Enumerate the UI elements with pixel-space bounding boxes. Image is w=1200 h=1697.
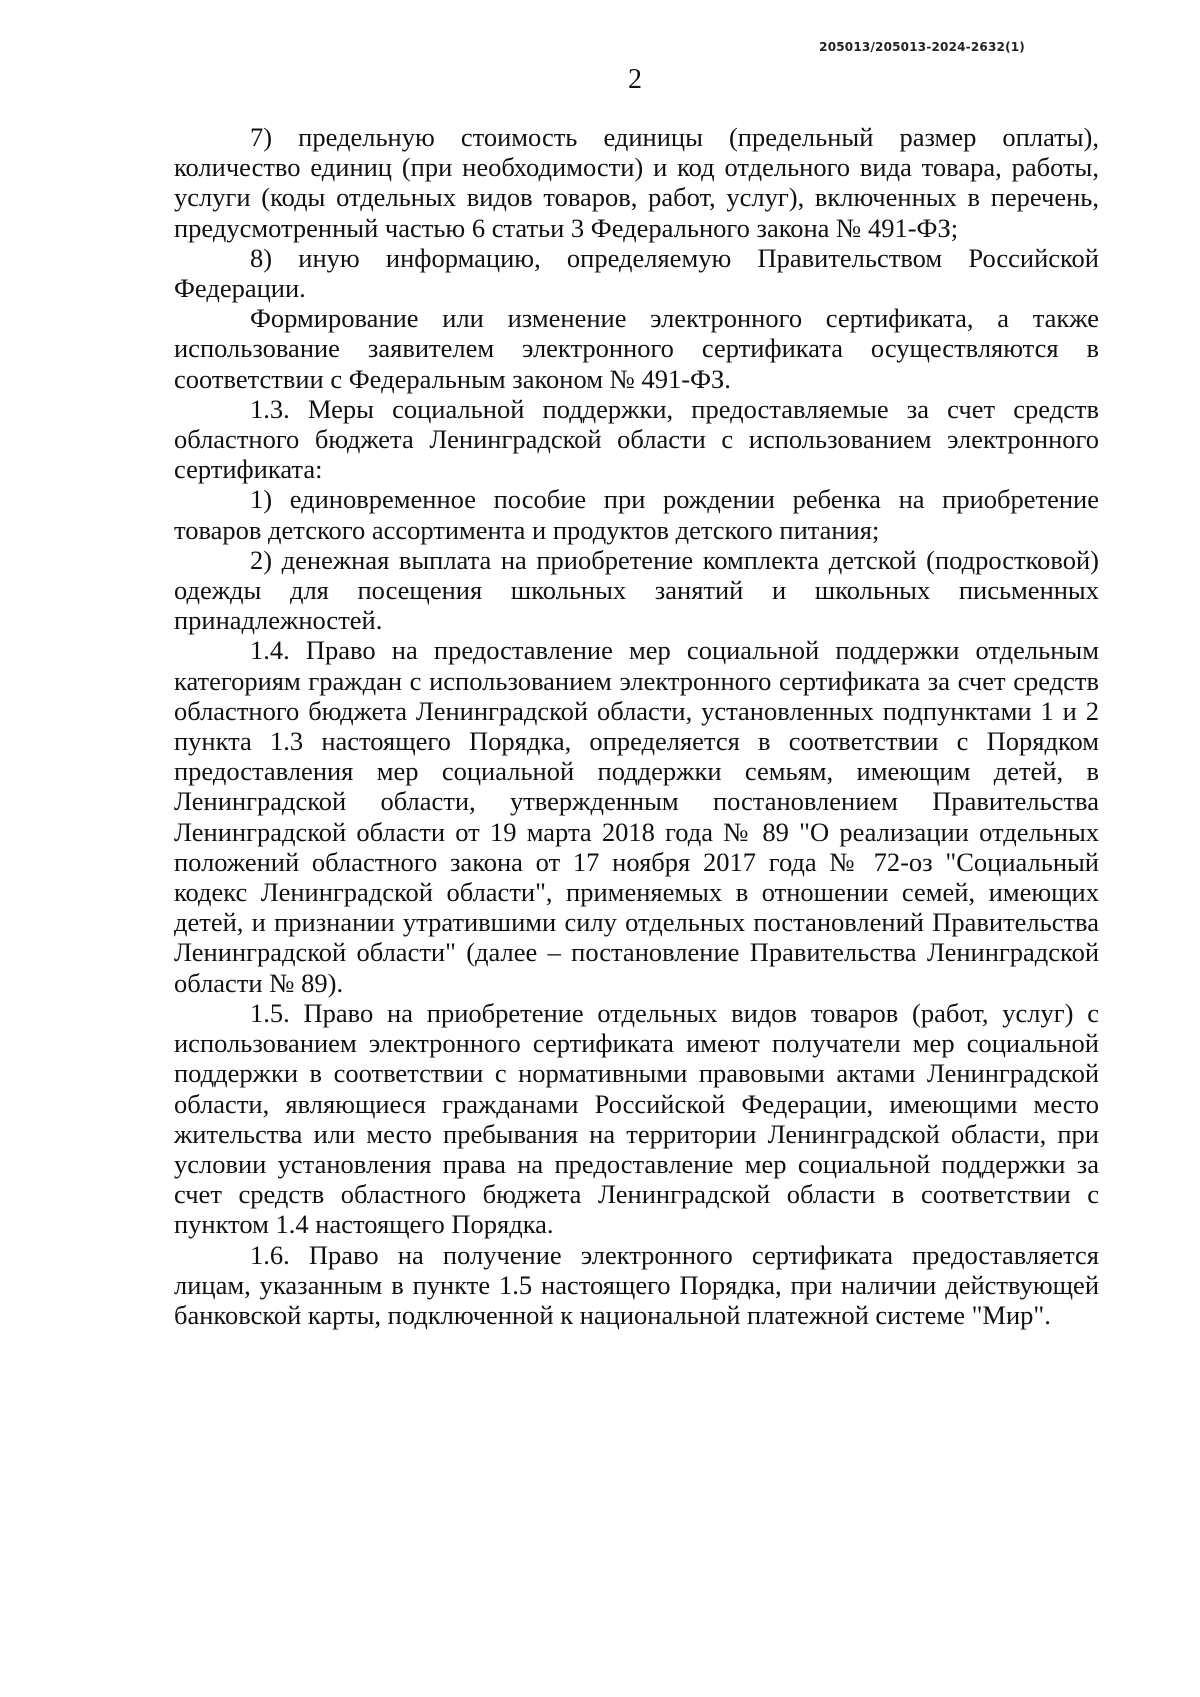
paragraph-certificate-formation: Формирование или изменение электронного сертификата, а также использование заявителем электронного сертификата осуществляются в соответствии с Федеральным законом № 491-ФЗ.: [174, 303, 1099, 394]
paragraph-1-3-item-2: 2) денежная выплата на приобретение комплекта детской (подростковой) одежды для посещения школьных занятий и школьных письменных принадлежностей.: [174, 544, 1099, 636]
paragraph-1-3-item-1: 1) единовременное пособие при рождении ребенка на приобретение товаров детского ассортимента и продуктов детского питания;: [174, 484, 1099, 545]
document-code: 205013/205013-2024-2632(1): [819, 40, 1025, 54]
paragraph-item-7: 7) предельную стоимость единицы (предельный размер оплаты), количество единиц (при необходимости) и код отдельного вида товара, работы, услуги (коды отдельных видов товаров, работ, услуг), включенных в перечень, предусмотренный частью 6 статьи 3 Федерального закона № 491-ФЗ;: [174, 122, 1099, 243]
paragraph-1-5: 1.5. Право на приобретение отдельных видов товаров (работ, услуг) с использованием электронного сертификата имеют получатели мер социальной поддержки в соответствии с нормативными правовыми актами Ленинградской области, являющиеся гражданами Российской Федерации, имеющими место жительства или место пребывания на территории Ленинградской области, при условии установления права на предоставление мер социальной поддержки за счет средств областного бюджета Ленинградской области в соответствии с пунктом 1.4 настоящего Порядка.: [174, 997, 1099, 1240]
paragraph-1-3: 1.3. Меры социальной поддержки, предоставляемые за счет средств областного бюджета Ленинградской области с использованием электронного сертификата:: [174, 393, 1099, 485]
document-body: [174, 122, 1099, 1330]
paragraph-1-4: 1.4. Право на предоставление мер социальной поддержки отдельным категориям граждан с использованием электронного сертификата за счет средств областного бюджета Ленинградской области, установленных подпунктами 1 и 2 пункта 1.3 настоящего Порядка, определяется в соответствии с Порядком предоставления мер социальной поддержки семьям, имеющим детей, в Ленинградской области, утвержденным постановлением Правительства Ленинградской области от 19 марта 2018 года № 89 "О реализации отдельных положений областного закона от 17 ноября 2017 года № 72-оз "Социальный кодекс Ленинградской области", применяемых в отношении семей, имеющих детей, и признании утратившими силу отдельных постановлений Правительства Ленинградской области" (далее – постановление Правительства Ленинградской области № 89).: [174, 635, 1099, 998]
paragraph-item-8: 8) иную информацию, определяемую Правительством Российской Федерации.: [174, 242, 1099, 304]
paragraph-1-6: 1.6. Право на получение электронного сертификата предоставляется лицам, указанным в пункте 1.5 настоящего Порядка, при наличии действующей банковской карты, подключенной к национальной платежной системе "Мир".: [174, 1239, 1099, 1330]
page-number: 2: [628, 64, 642, 95]
